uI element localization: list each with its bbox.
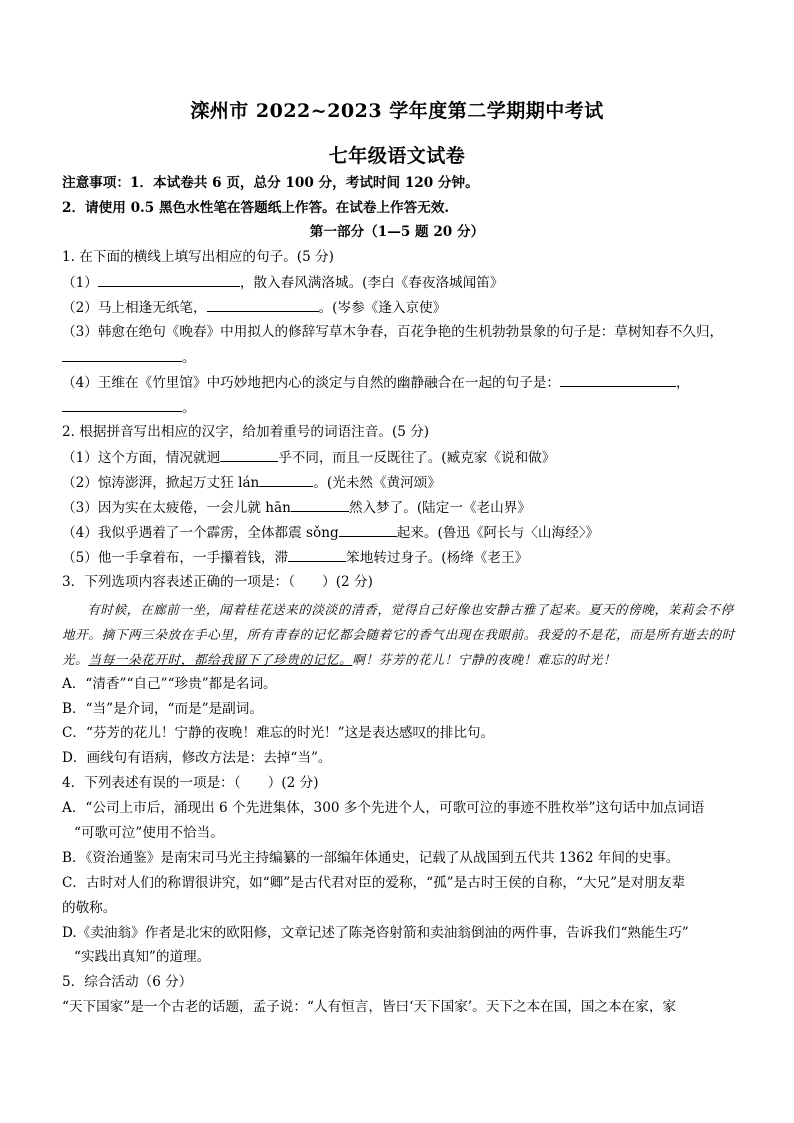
q1-item-2-pre: （2）马上相逢无纸笔，	[62, 300, 207, 316]
q4-option-c-cont: 的敬称。	[62, 900, 117, 916]
q3-passage-underlined: 当每一朵花开时，都给我留下了珍贵的记忆。	[88, 652, 353, 667]
q2-item-3-pre: （3）因为实在太疲倦，一会儿就 hān	[62, 500, 291, 516]
q2-item-2	[62, 473, 742, 492]
q3-option-c: C．“芬芳的花儿！宁静的夜晚！难忘的时光！”这是表达感叹的排比句。	[62, 725, 495, 741]
q4-option-a-cont: “可歌可泣”使用不恰当。	[74, 825, 224, 841]
exam-subtitle: 七年级语文试卷	[328, 145, 466, 167]
q2-item-1-pre: （1）这个方面，情况就迥	[62, 450, 221, 466]
q3-passage	[62, 597, 738, 672]
q2-item-3-post: 然入梦了。(陆定一《老山界》	[348, 500, 531, 516]
q4-option-d-cont: “实践出真知”的道理。	[74, 949, 211, 965]
q1-item-2-post: 。(岑参《逢入京使》	[318, 300, 447, 316]
answer-blank[interactable]	[207, 298, 319, 312]
q1-item-4-cont	[62, 398, 742, 417]
q1-item-4-comma: ，	[676, 375, 690, 391]
exam-title: 滦州市 2022~2023 学年度第二学期期中考试	[190, 100, 604, 122]
answer-blank[interactable]	[339, 523, 397, 537]
q1-stem: 1. 在下面的横线上填写出相应的句子。(5 分)	[62, 249, 334, 265]
q1-item-2	[62, 298, 742, 317]
q3-option-b: B．“当”是介词，“而是”是副词。	[62, 701, 263, 717]
q1-item-4-end: 。	[182, 400, 196, 416]
q2-item-2-post: 。(光未然《黄河颂》	[313, 475, 441, 491]
part1-heading: 第一部分（1—5 题 20 分）	[309, 224, 485, 240]
q5-text: “天下国家”是一个古老的话题，孟子说：“人有恒言，皆曰‘天下国家’。天下之本在国，国之本在家，家	[62, 999, 677, 1015]
q1-item-1-pre: （1）	[62, 275, 98, 291]
answer-blank[interactable]	[98, 273, 240, 287]
q1-item-3: （3）韩愈在绝句《晚春》中用拟人的修辞写草木争春，百花争艳的生机勃勃景象的句子是：草树知春不久归，	[62, 324, 724, 340]
q1-item-4-text: （4）王维在《竹里馆》中巧妙地把内心的淡定与自然的幽静融合在一起的句子是：	[62, 375, 561, 391]
q1-item-4	[62, 373, 742, 392]
q4-option-d: D.《卖油翁》作者是北宋的欧阳修，文章记述了陈尧咨射箭和卖油翁倒油的两件事，告诉我们“熟能生巧”	[62, 925, 689, 941]
q2-item-5	[62, 548, 742, 567]
q4-stem: 4．下列表述有误的一项是：（ ）(2 分)	[62, 775, 319, 791]
answer-blank[interactable]	[560, 373, 676, 387]
answer-blank[interactable]	[62, 348, 182, 362]
q2-stem: 2. 根据拼音写出相应的汉字，给加着重号的词语注音。(5 分)	[62, 424, 430, 440]
q3-option-d: D．画线句有语病，修改方法是：去掉“当”。	[62, 750, 332, 766]
q4-option-b: B．《资治通鉴》是南宋司马光主持编纂的一部编年体通史，记载了从战国到五代共 1362 年间的史事。	[62, 850, 680, 866]
q2-item-4-pre: （4）我似乎遇着了一个霹雳，全体都震 sǒng	[62, 525, 339, 541]
answer-blank[interactable]	[288, 548, 346, 562]
q3-passage-end: 啊！芬芳的花儿！宁静的夜晚！难忘的时光！	[352, 652, 617, 667]
q2-item-4	[62, 523, 742, 542]
q4-option-c: C．古时对人们的称谓很讲究，如“卿”是古代君对臣的爱称，“孤”是古时王侯的自称，“大兄”是对朋友辈	[62, 875, 686, 891]
q2-item-1	[62, 448, 742, 467]
q1-item-3-cont	[62, 348, 742, 367]
answer-blank[interactable]	[220, 448, 278, 462]
q3-option-a: A．“清香”“自己”“珍贵”都是名词。	[62, 676, 277, 692]
q1-item-3-end: 。	[182, 350, 196, 366]
q2-item-3	[62, 498, 742, 517]
answer-blank[interactable]	[291, 498, 349, 512]
notice-line-1: 注意事项：1．本试卷共 6 页，总分 100 分，考试时间 120 分钟。	[62, 175, 479, 191]
q5-stem: 5．综合活动（6 分）	[62, 974, 193, 990]
q1-item-1-post: ，散入春风满洛城。(李白《春夜洛城闻笛》	[239, 275, 504, 291]
q3-stem: 3．下列选项内容表述正确的一项是：（ ）(2 分)	[62, 574, 373, 590]
q2-item-5-post: 笨地转过身子。(杨绛《老王》	[346, 550, 529, 566]
q2-item-1-post: 乎不同，而且一反既往了。(臧克家《说和做》	[278, 450, 556, 466]
answer-blank[interactable]	[62, 398, 182, 412]
q4-option-a: A．“公司上市后，涌现出 6 个先进集体，300 多个先进个人，可歌可泣的事迹不胜枚举”这句话中加点词语	[62, 800, 705, 816]
answer-blank[interactable]	[259, 473, 313, 487]
q2-item-2-pre: （2）惊涛澎湃，掀起万丈狂 lán	[62, 475, 260, 491]
q1-item-1	[62, 273, 742, 292]
q3-passage-text: 有时候，在廊前一坐，闻着桂花送来的淡淡的清香，觉得自己好像也安静古雅了起来。夏天的傍晚，茉莉会不停地开。摘下两三朵放在手心里，所有青春的记忆都会随着它的香气出现在我眼前。我爱的不是花，而是所有逝去的时光。	[62, 602, 735, 667]
q2-item-5-pre: （5）他一手拿着布，一手攥着钱，滞	[62, 550, 289, 566]
q2-item-4-post: 起来。(鲁迅《阿长与〈山海经〉》	[396, 525, 600, 541]
notice-line-2: 2．请使用 0.5 黑色水性笔在答题纸上作答。在试卷上作答无效.	[62, 200, 450, 216]
